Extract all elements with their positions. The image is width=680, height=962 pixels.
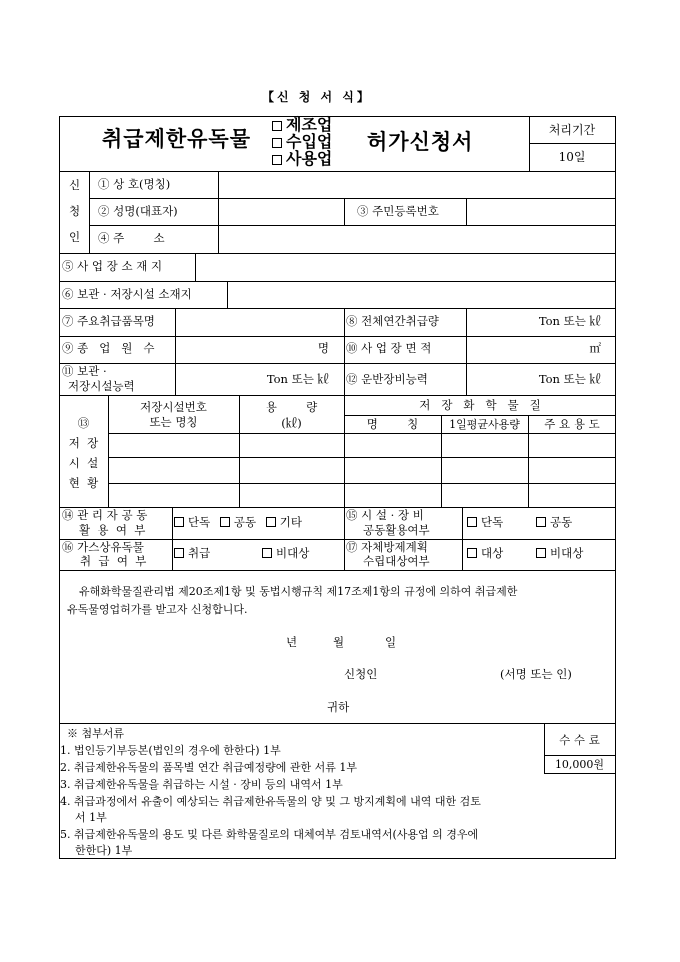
daily-usage-header: 1일평균사용량 [449,418,520,431]
storage-table-body[interactable] [109,434,615,507]
annual-amount-label: ⑧ 전체연간취급량 [346,314,439,328]
attachment-item: 3. 취급제한유독물을 취급하는 시설 · 장비 등의 내역서 1부 [60,778,343,791]
self-plan-option-na[interactable]: 비대상 [536,548,583,560]
checkbox-icon[interactable] [272,138,282,148]
capacity-col-header-2: (㎘) [281,416,302,430]
attachment-item: 5. 취급제한유독물의 용도 및 다른 화학물질로의 대체여부 검토내역서(사용업 의 경우에 [60,828,479,841]
checkbox-icon[interactable] [174,517,184,527]
transport-unit: Ton 또는 ㎘ [538,372,601,386]
business-site-field[interactable] [196,254,615,281]
option-other[interactable]: 기타 [266,515,302,529]
resident-number-label: ③ 주민등록번호 [357,204,439,218]
facility-share-label-1: ⑮ 시 설 · 장 비 [346,508,424,522]
option-import[interactable]: 수입업 [272,134,332,150]
attachment-item: 1. 법인등기부등본(법인의 경우에 한한다) 1부 [60,744,281,757]
date-day-label: 일 [385,635,397,649]
fee-label: 수 수 료 [559,733,600,747]
title-left: 취급제한유독물 [102,126,252,151]
storage-capacity-label-2: 저장시설능력 [68,379,135,393]
applicant-signature-label: 신청인 [344,667,378,681]
self-plan-label-1: ⑰ 자체방제계획 [346,540,428,554]
gas-handling-label-1: ⑯ 가스상유독물 [62,540,144,554]
date-year-label: 년 [286,635,298,649]
representative-label: ② 성명(대표자) [98,204,178,218]
processing-label: 처리기간 [548,123,596,137]
attachments-header: ※ 첨부서류 [67,727,125,740]
processing-value: 10일 [558,150,586,164]
option-manufacture[interactable]: 제조업 [272,117,332,133]
gas-handling-label-2: 취 급 여 부 [80,554,147,568]
checkbox-icon[interactable] [266,517,276,527]
form-header: 【신 청 서 식】 [262,90,372,104]
company-name-field[interactable] [219,172,615,198]
checkbox-icon[interactable] [220,517,230,527]
storage-status-number: ⑬ [77,416,90,430]
main-use-header: 주 요 용 도 [544,417,600,431]
checkbox-icon[interactable] [272,155,282,165]
checkbox-icon[interactable] [272,121,282,131]
addressee-label: 귀하 [327,700,350,714]
shared-manager-label-2: 활 용 여 부 [79,523,146,537]
transport-label: ⑫ 운반장비능력 [346,372,428,386]
capacity-col-header-1: 용 량 [265,400,318,414]
self-plan-option-target[interactable]: 대상 [467,548,503,560]
signature-note: (서명 또는 인) [500,667,572,681]
chemical-name-header: 명 칭 [366,417,419,431]
option-alone[interactable]: 단독 [174,515,210,529]
company-name-label: ① 상 호(명칭) [98,177,171,191]
chemical-header: 저 장 화 학 물 질 [419,398,541,412]
checkbox-icon[interactable] [536,517,546,527]
storage-site-label: ⑥ 보관 · 저장시설 소재지 [62,287,192,301]
business-site-label: ⑤ 사 업 장 소 재 지 [62,259,163,273]
facility-col-header-1: 저장시설번호 [140,400,207,414]
option-joint[interactable]: 공동 [220,515,256,529]
checkbox-icon[interactable] [467,548,477,558]
address-label: ④ 주 소 [98,231,165,245]
facility-share-label-2: 공동활용여부 [363,523,430,537]
attachment-item: 2. 취급제한유독물의 품목별 연간 취급예정량에 관한 서류 1부 [60,761,357,774]
employees-unit: 명 [317,341,329,355]
attachment-item-continued: 서 1부 [75,811,107,824]
storage-status-label-3: 현 황 [68,476,99,490]
storage-site-field[interactable] [228,282,615,308]
facility-share-option-alone[interactable]: 단독 [467,517,503,529]
gas-handling-option-na[interactable]: 비대상 [262,548,309,560]
date-month-label: 월 [333,635,345,649]
fee-value: 10,000원 [554,758,605,771]
gas-handling-option-yes[interactable]: 취급 [174,548,210,560]
employees-label: ⑨ 종 업 원 수 [62,341,155,355]
checkbox-icon[interactable] [262,548,272,558]
area-label: ⑩ 사 업 장 면 적 [346,341,432,355]
area-unit: ㎡ [589,341,601,355]
checkbox-icon[interactable] [536,548,546,558]
storage-capacity-unit: Ton 또는 ㎘ [266,372,329,386]
attachment-item-continued: 한한다) 1부 [75,844,133,857]
declaration-line-2: 유독물영업허가를 받고자 신청합니다. [67,603,248,616]
declaration-line-1: 유해화학물질관리법 제20조제1항 및 동법시행규칙 제17조제1항의 규정에 의하여 취급제한 [79,585,518,598]
resident-number-field[interactable] [467,199,615,225]
representative-field[interactable] [219,199,344,225]
facility-share-option-joint[interactable]: 공동 [536,517,572,529]
self-plan-label-2: 수립대상여부 [363,554,430,568]
main-item-label: ⑦ 주요취급품목명 [62,314,155,328]
storage-status-label-2: 시 설 [68,456,99,470]
applicant-label-1: 신 [69,178,81,192]
title-right: 허가신청서 [367,129,474,154]
applicant-label-3: 인 [69,230,81,244]
checkbox-icon[interactable] [174,548,184,558]
shared-manager-label-1: ⑭ 관 리 자 공 동 [62,508,148,522]
facility-col-header-2: 또는 명칭 [149,415,198,429]
storage-status-label-1: 저 장 [68,436,99,450]
applicant-label-2: 청 [69,204,81,218]
storage-capacity-label-1: ⑪ 보관 · [62,364,107,378]
main-item-field[interactable] [176,309,344,336]
shared-manager-options [174,517,302,529]
checkbox-icon[interactable] [467,517,477,527]
attachment-item: 4. 취급과정에서 유출이 예상되는 취급제한유독물의 양 및 그 방지계획에 내역 대한 검토 [60,795,481,808]
annual-amount-unit: Ton 또는 ㎘ [538,314,601,328]
option-use[interactable]: 사용업 [272,151,332,167]
address-field[interactable] [219,226,615,253]
